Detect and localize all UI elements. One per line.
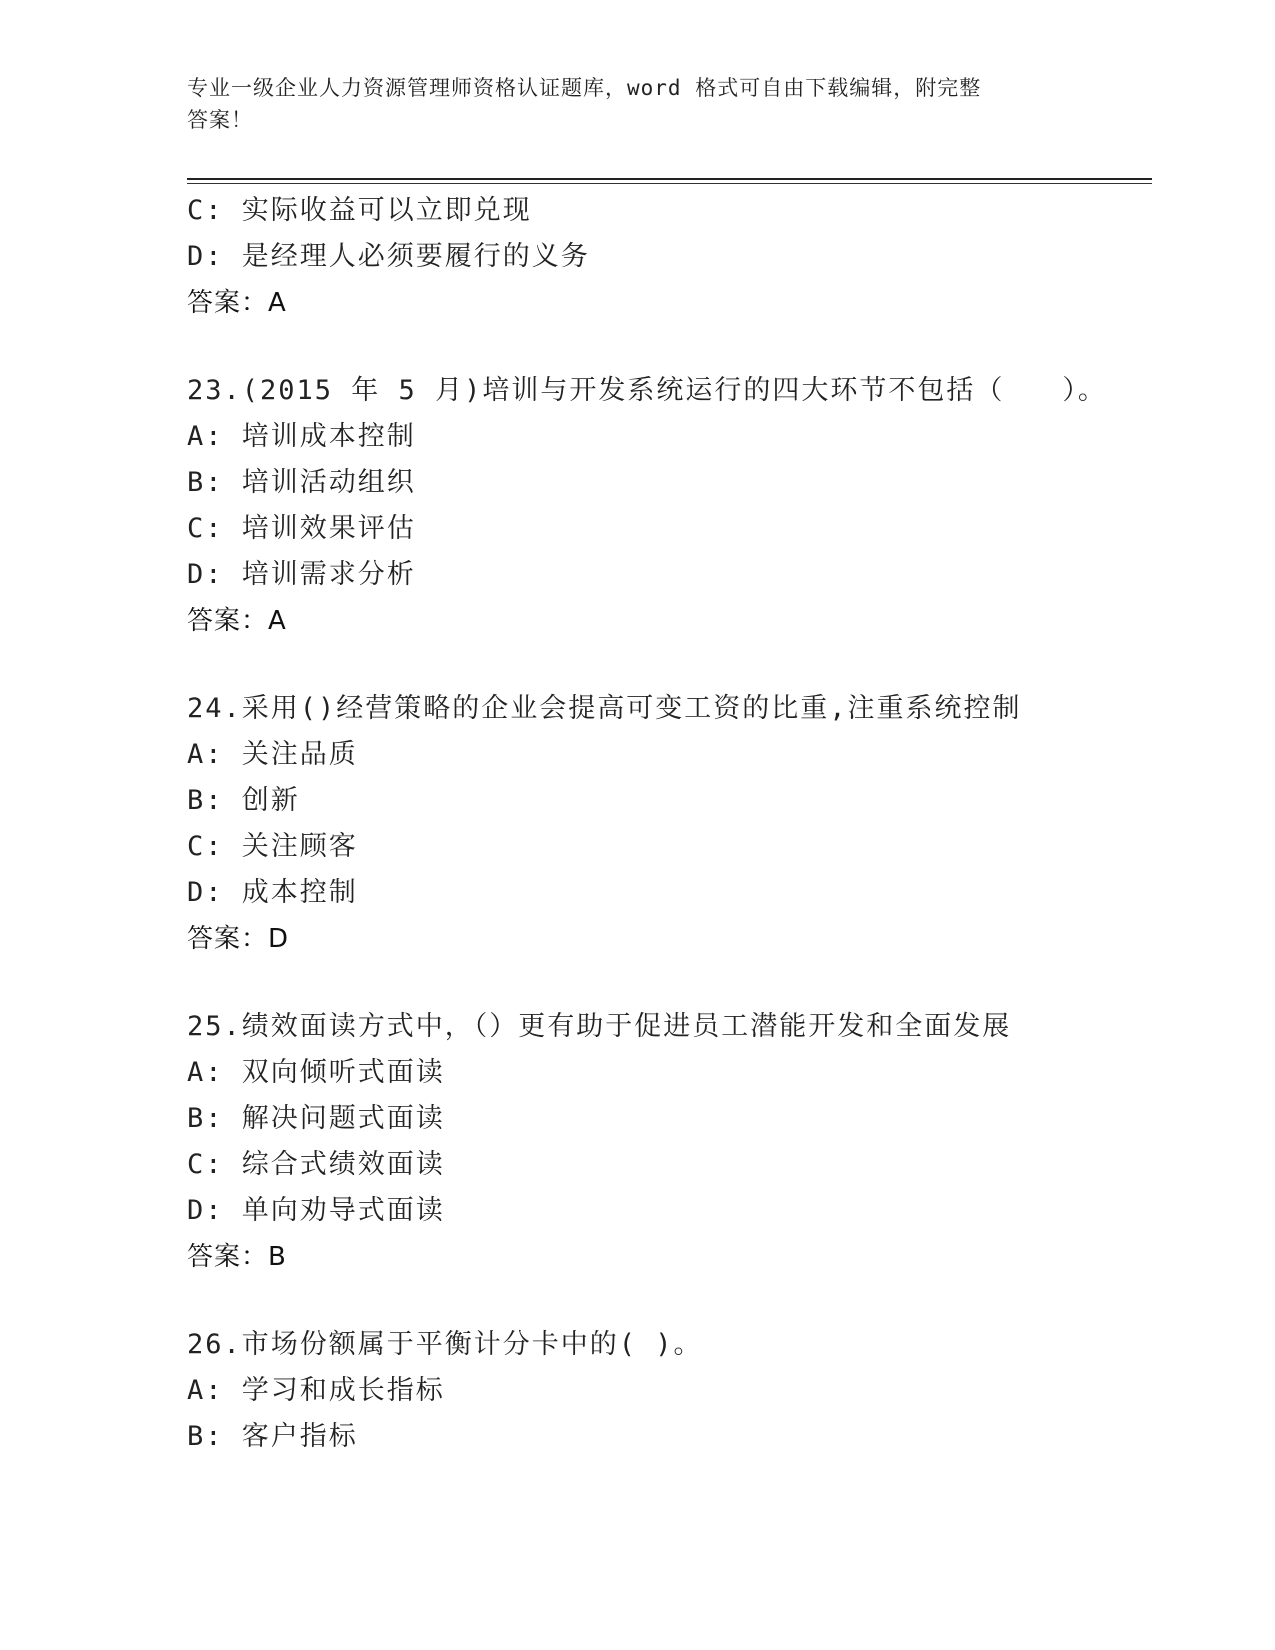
option-a: A: 学习和成长指标 — [187, 1375, 445, 1406]
question-24 — [187, 686, 1147, 962]
option-c: C: 综合式绩效面读 — [187, 1149, 445, 1180]
option-c: C: 关注顾客 — [187, 831, 358, 862]
option-a: A: 关注品质 — [187, 739, 358, 770]
question-26 — [187, 1322, 1147, 1460]
option-d: D: 成本控制 — [187, 877, 358, 908]
question-list — [187, 188, 1147, 1460]
header-rule-thin — [187, 183, 1152, 184]
option-a: A: 双向倾听式面读 — [187, 1057, 445, 1088]
option-a: A: 培训成本控制 — [187, 421, 416, 452]
question-stem: 23.(2015 年 5 月)培训与开发系统运行的四大环节不包括（ ）。 — [187, 375, 1107, 406]
option-c: C: 培训效果评估 — [187, 513, 416, 544]
question-stem: 25.绩效面读方式中，（）更有助于促进员工潜能开发和全面发展 — [187, 1011, 1012, 1042]
option-d: D: 培训需求分析 — [187, 559, 416, 590]
header-line-2: 答案！ — [187, 108, 253, 132]
question-stem: 24.采用()经营策略的企业会提高可变工资的比重,注重系统控制 — [187, 693, 1022, 724]
option-c: C: 实际收益可以立即兑现 — [187, 195, 532, 226]
option-d: D: 是经理人必须要履行的义务 — [187, 241, 590, 272]
option-b: B: 培训活动组织 — [187, 467, 416, 498]
question-stem: 26.市场份额属于平衡计分卡中的( )。 — [187, 1329, 703, 1360]
question-fragment-22 — [187, 188, 1147, 326]
question-25 — [187, 1004, 1147, 1280]
page-header — [187, 72, 1067, 136]
answer-line: 答案：A — [187, 288, 287, 318]
option-d: D: 单向劝导式面读 — [187, 1195, 445, 1226]
header-line-1: 专业一级企业人力资源管理师资格认证题库，word 格式可自由下载编辑，附完整 — [187, 76, 982, 100]
option-b: B: 创新 — [187, 785, 300, 816]
answer-line: 答案：B — [187, 1242, 287, 1272]
option-b: B: 客户指标 — [187, 1421, 358, 1452]
question-23 — [187, 368, 1147, 644]
answer-line: 答案：D — [187, 924, 290, 954]
answer-line: 答案：A — [187, 606, 287, 636]
option-b: B: 解决问题式面读 — [187, 1103, 445, 1134]
header-rule-thick — [187, 178, 1152, 180]
